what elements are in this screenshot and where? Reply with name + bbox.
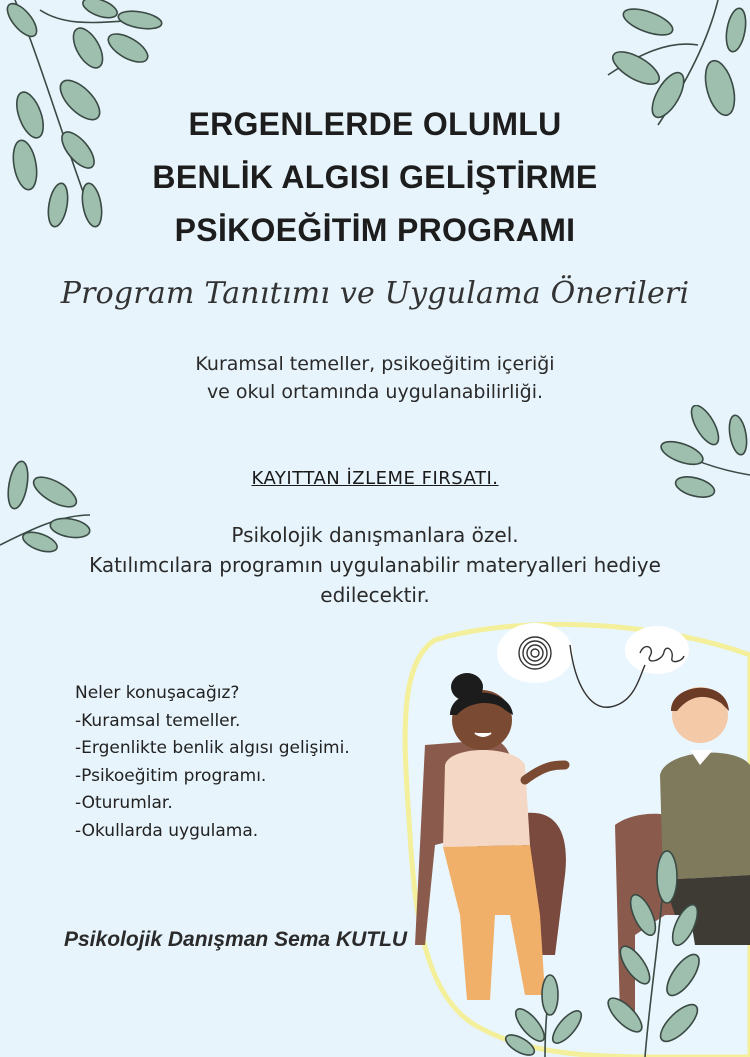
subtitle: Program Tanıtımı ve Uygulama Önerileri xyxy=(60,276,690,311)
list-item: -Kuramsal temeller. xyxy=(75,710,241,731)
list-item: -Okullarda uygulama. xyxy=(75,820,259,841)
list-item: -Psikoeğitim programı. xyxy=(75,765,267,786)
signature: Psikolojik Danışman Sema KUTLU xyxy=(64,928,408,951)
list-item: -Ergenlikte benlik algısı gelişimi. xyxy=(75,738,350,758)
special-line-3: edilecektir. xyxy=(320,583,430,607)
description xyxy=(0,350,750,406)
title-line-3: PSİKOEĞİTİM PROGRAMI xyxy=(174,212,576,248)
counseling-illustration xyxy=(395,615,750,1057)
topics-heading: Neler konuşacağız? xyxy=(75,683,240,703)
special-line-2: Katılımcılara programın uygulanabilir materyalleri hediye xyxy=(89,553,661,577)
title-line-2: BENLİK ALGISI GELİŞTİRME xyxy=(152,159,598,195)
topics-list xyxy=(75,680,350,845)
title-line-1: ERGENLERDE OLUMLU xyxy=(188,106,562,142)
registration-notice xyxy=(0,468,750,489)
list-item: -Oturumlar. xyxy=(75,793,173,813)
description-line-2: ve okul ortamında uygulanabilirliği. xyxy=(206,381,544,403)
leaf-branch-icon xyxy=(660,405,750,505)
page-title xyxy=(0,98,750,257)
description-line-1: Kuramsal temeller, psikoeğitim içeriği xyxy=(195,353,555,375)
special-notice xyxy=(0,520,750,610)
registration-text: KAYITTAN İZLEME FIRSATI. xyxy=(251,468,499,489)
special-line-1: Psikolojik danışmanlara özel. xyxy=(231,523,519,547)
